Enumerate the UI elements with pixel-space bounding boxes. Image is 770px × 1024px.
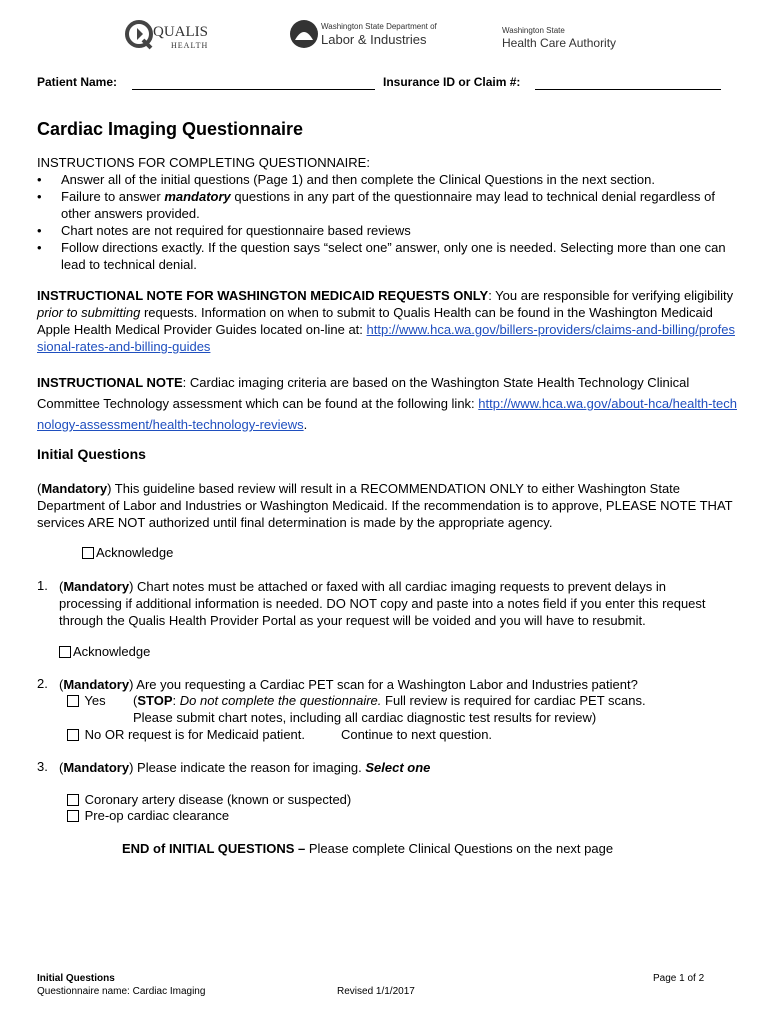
footer-revised: Revised 1/1/2017 xyxy=(337,986,415,997)
q2-text: (Mandatory) Are you requesting a Cardiac PET scan for a Washington Labor and Industries patient? xyxy=(59,677,638,692)
no-checkbox[interactable] xyxy=(67,729,79,741)
bullet-icon: • xyxy=(37,189,42,204)
hta-reviews-link[interactable]: http://www.hca.wa.gov/about-hca/health-technology-assessment/health-technology-reviews xyxy=(37,396,737,432)
yes-checkbox[interactable] xyxy=(67,695,79,707)
document-page: QUALIS HEALTH Washington State Department of Labor & Industries Washington State Health Care Authority Patient Name: Insurance ID or Claim #: Cardiac Imaging Questionnaire INSTRUCTIONS FOR COMPLETING QUESTIONNAIRE: • Answer all of the initial questions (Page 1) and then complete the Clinical Questions in the next section. • Failure to answer mandatory questions in any part of the questionnaire may lead to technical denial regardless of other answers provided. • Chart notes are not required for questionnaire based reviews • Follow directions exactly. If the question says “select one” answer, only one is needed. Selecting more than one can lead to technical denial. INSTRUCTIONAL NOTE FOR WASHINGTON MEDICAID REQUESTS ONLY: You are responsible for verifying eligibility prior to submitting requests. Information on when to submit to Qualis Health can be found in the Washington Medicaid Apple Health Medical Provider Guides located on-line at: http://www.hca.wa.gov/billers-providers/claims-and-billing/professional-rates-and-billing-guides INSTRUCTIONAL NOTE: Cardiac imaging criteria are based on the Washington State Health Technology Clinical Committee Technology assessment which can be found at the following link: http://www.hca.wa.gov/about-hca/health-technology-assessment/health-technology-reviews. Initial Questions (Mandatory) This guideline based review will result in a RECOMMENDATION ONLY to either Washington State Department of Labor and Industries or Washington Medicaid. If the recommendation is to approve, PLEASE NOTE THAT services ARE NOT authorized until final determination is made by the appropriate agency. Acknowledge 1. (Mandatory) Chart notes must be attached or faxed with all cardiac imaging requests to prevent delays in processing if additional information is needed. DO NOT copy and paste into a notes field if you enter this request through the Qualis Health Provider Portal as your request will be voided and you will have to resubmit. Acknowledge 2. (Mandatory) Are you requesting a Cardiac PET scan for a Washington Labor and Industries patient? Yes (STOP: Do not complete the questionnaire. Full review is required for cardiac PET scans. Please submit chart notes, including all cardiac diagnostic test results for review) No OR request is for Medicaid patient. Continue to next question. 3. (Mandatory) Please indicate the reason for imaging. Select one Coronary artery disease (known or suspected) Pre-op cardiac clearance END of INITIAL QUESTIONS – Please complete Clinical Questions on the next page Initial Questions Questionnaire name: Cardiac Imaging Revised 1/1/2017 Page 1 of 2 xyxy=(0,0,770,1024)
q2-stop-note-line2: Please submit chart notes, including all cardiac diagnostic test results for review) xyxy=(133,710,597,725)
footer-page-number: Page 1 of 2 xyxy=(653,973,705,984)
lni-line1: Washington State Department of xyxy=(321,22,437,31)
q3-option-cad[interactable]: Coronary artery disease (known or suspected) xyxy=(67,792,351,807)
q1-number: 1. xyxy=(37,578,48,593)
instructions-heading: INSTRUCTIONS FOR COMPLETING QUESTIONNAIRE: xyxy=(37,155,370,170)
acknowledge-checkbox[interactable] xyxy=(59,646,71,658)
q1-text: (Mandatory) Chart notes must be attached or faxed with all cardiac imaging requests to prevent delays in processing if additional information is needed. DO NOT copy and paste into a notes field if you enter this request through the Qualis Health Provider Portal as your request will be voided and you will have to resubmit. xyxy=(59,579,706,628)
qualis-name: QUALIS xyxy=(153,24,208,40)
q1-acknowledge[interactable]: Acknowledge xyxy=(59,644,150,659)
qualis-sub: HEALTH xyxy=(171,41,209,50)
insurance-id-label: Insurance ID or Claim #: xyxy=(383,75,521,89)
lni-line2: Labor & Industries xyxy=(321,32,427,47)
lni-emblem-icon xyxy=(289,18,319,50)
footer-section: Initial Questions xyxy=(37,973,115,984)
initial-acknowledge[interactable]: Acknowledge xyxy=(82,545,173,560)
page-title: Cardiac Imaging Questionnaire xyxy=(37,119,304,139)
bullet-icon: • xyxy=(37,172,42,187)
initial-intro: (Mandatory) This guideline based review will result in a RECOMMENDATION ONLY to either Washington State Department of Labor and Industries or Washington Medicaid. If the recommendation is to approve, PLEASE NOTE THAT services ARE NOT authorized until final determination is made by the appropriate agency. xyxy=(37,481,733,530)
hca-logo xyxy=(502,24,632,54)
end-of-initial-questions: END of INITIAL QUESTIONS – Please complete Clinical Questions on the next page xyxy=(122,841,614,856)
hca-line1: Washington State xyxy=(502,26,565,35)
q3-option-preop[interactable]: Pre-op cardiac clearance xyxy=(67,808,229,823)
q3-text: (Mandatory) Please indicate the reason for imaging. Select one xyxy=(59,760,431,775)
q2-no-continue: Continue to next question. xyxy=(341,727,493,742)
acknowledge-checkbox[interactable] xyxy=(82,547,94,559)
bullet-icon: • xyxy=(37,223,42,238)
footer-questionnaire-name: Questionnaire name: Cardiac Imaging xyxy=(37,986,206,997)
lni-logo xyxy=(289,18,437,52)
q2-no-option[interactable]: No OR request is for Medicaid patient. xyxy=(67,727,305,742)
medicaid-note: INSTRUCTIONAL NOTE FOR WASHINGTON MEDICAID REQUESTS ONLY: You are responsible for verifying eligibility prior to submitting requests. Information on when to submit to Qualis Health can be found in the Washington Medicaid Apple Health Medical Provider Guides located on-line at: http://www.hca.wa.gov/billers-providers/claims-and-billing/professional-rates-and-billing-guides xyxy=(37,288,735,354)
qualis-logo xyxy=(125,20,211,52)
initial-questions-heading: Initial Questions xyxy=(37,446,146,462)
q2-stop-note: (STOP: Do not complete the questionnaire. Full review is required for cardiac PET scans. xyxy=(133,693,646,708)
insurance-id-field[interactable] xyxy=(535,89,721,90)
qualis-q-icon xyxy=(125,20,155,50)
hta-note: INSTRUCTIONAL NOTE: Cardiac imaging criteria are based on the Washington State Health Technology Clinical Committee Technology assessment which can be found at the following link: http://www.hca.wa.gov/about-hca/health-technology-assessment/health-technology-reviews. xyxy=(37,375,737,432)
bullet-icon: • xyxy=(37,240,42,255)
hca-line2: Health Care Authority xyxy=(502,36,617,50)
q2-number: 2. xyxy=(37,676,48,691)
q3-number: 3. xyxy=(37,759,48,774)
logo-bar xyxy=(0,14,770,54)
q2-yes-option[interactable]: Yes xyxy=(67,693,106,708)
patient-name-field[interactable] xyxy=(132,89,375,90)
medicaid-guides-link[interactable]: http://www.hca.wa.gov/billers-providers/claims-and-billing/professional-rates-and-billing-guides xyxy=(37,322,735,354)
preop-checkbox[interactable] xyxy=(67,810,79,822)
cad-checkbox[interactable] xyxy=(67,794,79,806)
patient-name-label: Patient Name: xyxy=(37,75,118,89)
